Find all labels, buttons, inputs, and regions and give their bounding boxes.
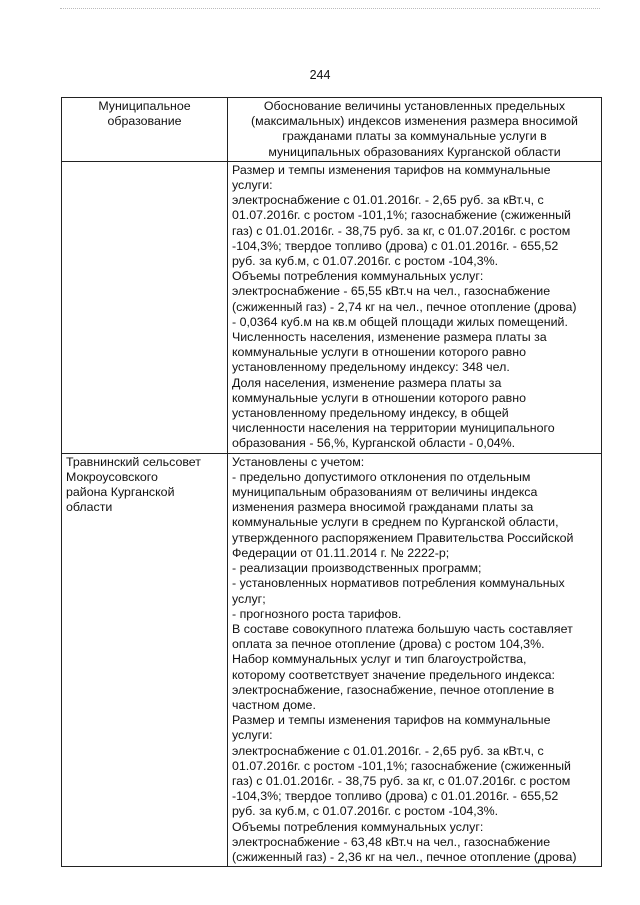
justification-line: услуги:: [232, 728, 273, 743]
header-municipality-line: Муниципальное: [98, 99, 191, 113]
justification-line: Размер и темпы изменения тарифов на коммунальные: [232, 162, 551, 177]
justification-line: руб. за куб.м, с 01.07.2016г. с ростом -104,3%.: [232, 254, 499, 269]
justification-line: (сжиженный газ) - 2,74 кг на чел., печное отопление (дрова): [232, 299, 577, 314]
table-body: [62, 161, 602, 866]
table-header-row: [62, 98, 602, 162]
table-row: [62, 453, 602, 866]
justification-line: Размер и темпы изменения тарифов на коммунальные: [232, 713, 551, 728]
justification-line: Набор коммунальных услуг и тип благоустройства,: [232, 652, 527, 667]
justification-line: -104,3%; твердое топливо (дрова) с 01.01.2016г. - 655,52: [232, 238, 559, 253]
justification-line: - реализации производственных программ;: [232, 561, 482, 576]
justification-line: газ) с 01.01.2016г. - 38,75 руб. за кг, с 01.07.2016г. с ростом: [232, 223, 571, 238]
justification-line: - установленных нормативов потребления коммунальных: [232, 576, 565, 591]
municipality-cell: [62, 161, 228, 453]
justification-cell: [228, 453, 602, 866]
justification-line: установленному предельному индексу, в общей: [232, 406, 509, 421]
justification-line: 01.07.2016г. с ростом -101,1%; газоснабжение (сжиженный: [232, 208, 571, 223]
header-justification-line: гражданами платы за коммунальные услуги в: [282, 129, 547, 144]
justification-line: руб. за куб.м, с 01.07.2016г. с ростом -104,3%.: [232, 804, 499, 819]
justification-line: услуги:: [232, 178, 273, 193]
justification-line: (сжиженный газ) - 2,36 кг на чел., печное отопление (дрова): [232, 849, 577, 864]
justification-line: коммунальные услуги в среднем по Курганской области,: [232, 515, 559, 530]
justification-line: оплата за печное отопление (дрова) с ростом 104,3%.: [232, 637, 545, 652]
justification-line: Объемы потребления коммунальных услуг:: [232, 269, 484, 284]
justification-line: которому соответствует значение предельного индекса:: [232, 667, 555, 682]
table-row: [62, 161, 602, 453]
justification-line: численности населения на территории муниципального: [232, 421, 555, 436]
justification-line: муниципальным образованиям от величины индекса: [232, 485, 538, 500]
justification-line: коммунальные услуги в отношении которого равно: [232, 345, 526, 360]
justification-line: изменения размера вносимой гражданами платы за: [232, 500, 534, 515]
tariff-table: [61, 97, 602, 867]
justification-line: Установлены с учетом:: [232, 454, 365, 469]
justification-line: Федерации от 01.11.2014 г. № 2222-р;: [232, 545, 450, 560]
justification-line: частном доме.: [232, 697, 316, 712]
page-number: 244: [309, 68, 331, 82]
header-municipality-line: образование: [107, 114, 182, 129]
justification-line: Доля населения, изменение размера платы за: [232, 375, 502, 390]
header-municipality: [62, 98, 228, 162]
municipality-line: района Курганской: [66, 485, 175, 500]
justification-line: электроснабжение с 01.01.2016г. - 2,65 руб. за кВт.ч, с: [232, 743, 544, 758]
justification-line: установленному предельному индексу: 348 чел.: [232, 360, 510, 375]
justification-line: В составе совокупного платежа большую часть составляет: [232, 621, 573, 636]
justification-line: утвержденного распоряжением Правительства Российской: [232, 530, 574, 545]
justification-line: электроснабжение, газоснабжение, печное отопление в: [232, 682, 555, 697]
header-justification: [228, 98, 602, 162]
justification-line: Численность населения, изменение размера платы за: [232, 330, 547, 345]
justification-line: Объемы потребления коммунальных услуг:: [232, 819, 484, 834]
municipality-line: Травнинский сельсовет: [66, 454, 201, 469]
justification-line: электроснабжение с 01.01.2016г. - 2,65 руб. за кВт.ч, с: [232, 193, 544, 208]
justification-line: газ) с 01.01.2016г. - 38,75 руб. за кг, с 01.07.2016г. с ростом: [232, 773, 571, 788]
justification-line: - прогнозного роста тарифов.: [232, 606, 402, 621]
municipality-line: Мокроусовского: [66, 469, 158, 484]
municipality-line: области: [66, 500, 113, 515]
header-justification-line: муниципальных образованиях Курганской области: [268, 144, 561, 159]
justification-cell: [228, 161, 602, 453]
municipality-cell: [62, 453, 228, 866]
scan-edge: [60, 8, 600, 10]
justification-line: услуг;: [232, 591, 266, 606]
header-justification-line: (максимальных) индексов изменения размера вносимой: [251, 114, 578, 129]
justification-line: образования - 56,%, Курганской области - 0,04%.: [232, 436, 516, 451]
justification-line: - предельно допустимого отклонения по отдельным: [232, 469, 531, 484]
justification-line: электроснабжение - 65,55 кВт.ч на чел., газоснабжение: [232, 284, 551, 299]
header-justification-line: Обоснование величины установленных предельных: [263, 99, 566, 113]
justification-line: 01.07.2016г. с ростом -101,1%; газоснабжение (сжиженный: [232, 758, 571, 773]
justification-line: -104,3%; твердое топливо (дрова) с 01.01.2016г. - 655,52: [232, 789, 559, 804]
justification-line: коммунальные услуги в отношении которого равно: [232, 390, 526, 405]
justification-line: электроснабжение - 63,48 кВт.ч на чел., газоснабжение: [232, 834, 551, 849]
justification-line: - 0,0364 куб.м на кв.м общей площади жилых помещений.: [232, 314, 568, 329]
